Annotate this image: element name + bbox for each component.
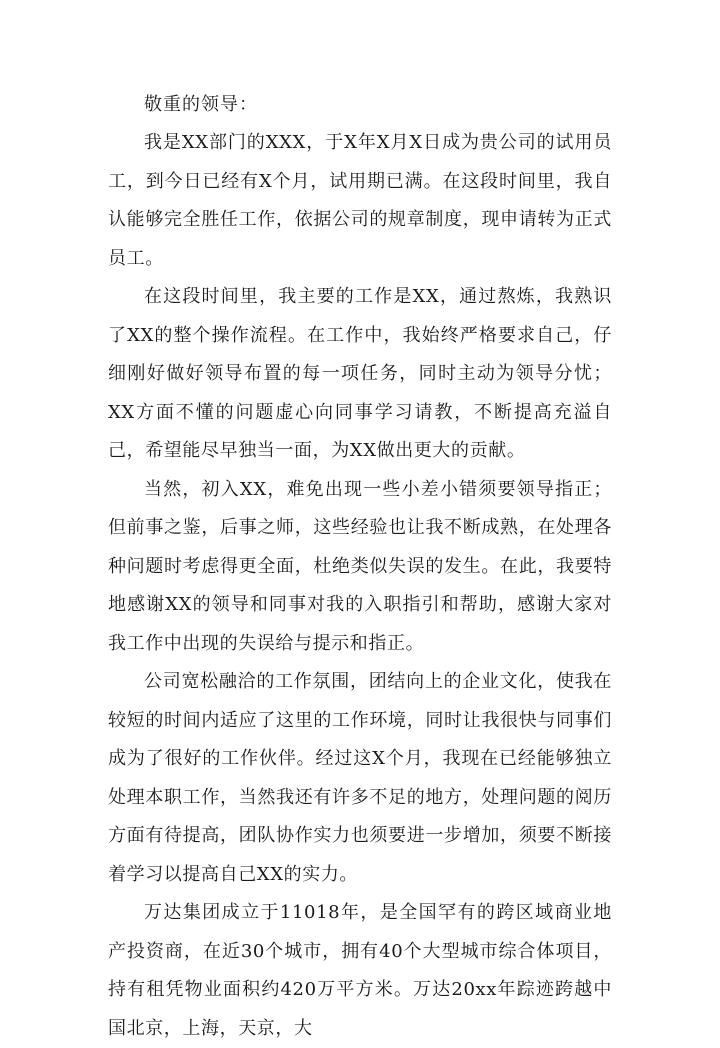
salutation: 敬重的领导： bbox=[144, 94, 258, 115]
paragraph-mistakes-lessons: 当然，初入XX，难免出现一些小差小错须要领导指正；但前事之鉴，后事之师，这些经验也让我不断成熟，在处理各种问题时考虑得更全面，杜绝类似失误的发生。在此，我要特地感谢XX的领导和同事对我的入职指引和帮助，感谢大家对我工作中出现的失误给与提示和指正。 bbox=[108, 478, 612, 654]
paragraph-work-duties: 在这段时间里，我主要的工作是XX，通过熬炼，我熟识了XX的整个操作流程。在工作中，我始终严格要求自己，仔细刚好做好领导布置的每一项任务，同时主动为领导分忧；XX方面不懂的问题虚心向同事学习请教，不断提高充溢自己，希望能尽早独当一面，为XX做出更大的贡献。 bbox=[108, 286, 612, 461]
letter-body bbox=[108, 86, 612, 1048]
paragraph-wanda-intro: 万达集团成立于11018年，是全国罕有的跨区域商业地产投资商，在近30个城市，拥有40个大型城市综合体项目，持有租凭物业面积约420万平方米。万达20xx年踪迹跨越中国北京，上海，天京，大 bbox=[108, 902, 612, 1039]
paragraph-probation-intro: 我是XX部门的XXX，于X年X月X日成为贵公司的试用员工，到今日已经有X个月，试用期已满。在这段时间里，我自认能够完全胜任工作，依据公司的规章制度，现申请转为正式员工。 bbox=[108, 132, 612, 269]
paragraph-company-culture: 公司宽松融洽的工作氛围，团结向上的企业文化，使我在较短的时间内适应了这里的工作环境，同时让我很快与同事们成为了很好的工作伙伴。经过这X个月，我现在已经能够独立处理本职工作，当然我还有许多不足的地方，处理问题的阅历方面有待提高，团队协作实力也须要进一步增加，须要不断接着学习以提高自己XX的实力。 bbox=[108, 671, 612, 885]
